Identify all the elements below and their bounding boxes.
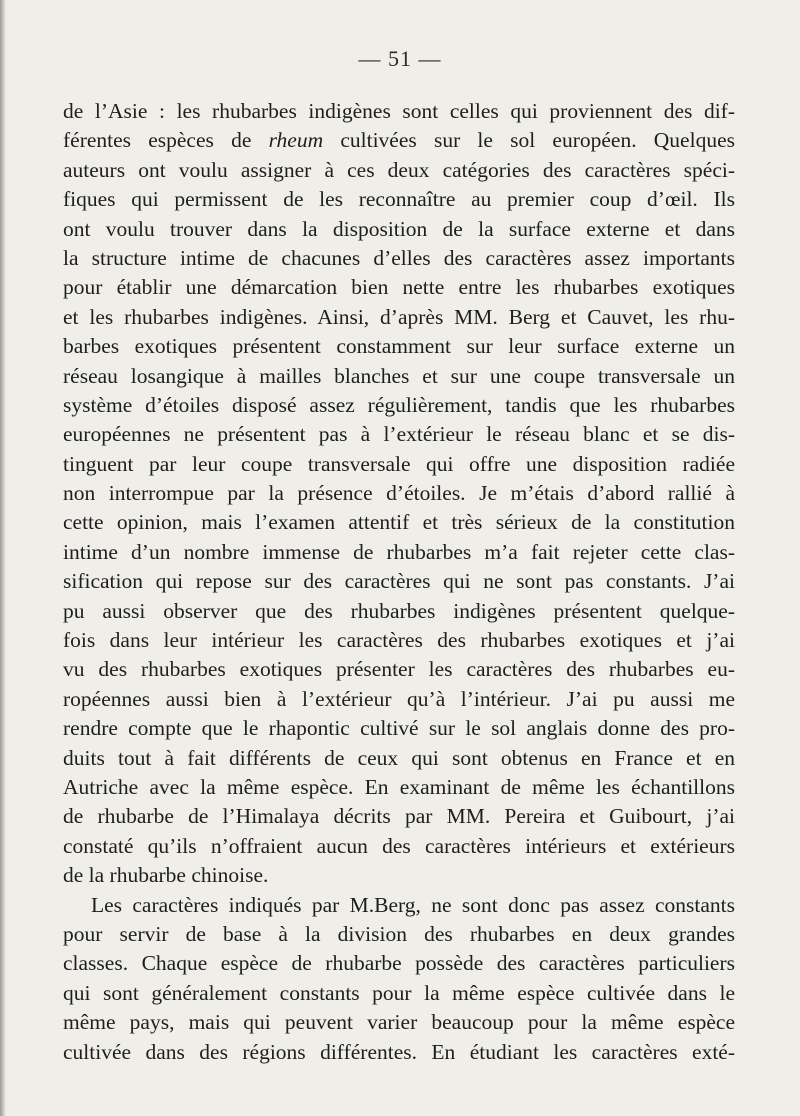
text-line: tinguent par leur coupe transversale qui offre une disposition radiée (63, 451, 735, 476)
text-line: de rhubarbe de l’Himalaya décrits par MM. Pereira et Guibourt, j’ai (63, 804, 735, 829)
text-line: cultivée dans des régions différentes. En étudiant les caractères exté- (63, 1039, 735, 1064)
text-line: la structure intime de chacunes d’elles des caractères assez importants (63, 245, 735, 270)
text-line: vu des rhubarbes exotiques présenter les caractères des rhubarbes eu- (63, 657, 735, 682)
text-line: sification qui repose sur des caractères qui ne sont pas constants. J’ai (63, 569, 735, 594)
body-text (63, 97, 735, 1067)
paragraph-end-line: de la rhubarbe chinoise. (63, 863, 269, 888)
text-line: de l’Asie : les rhubarbes indigènes sont celles qui proviennent des dif- (63, 99, 735, 123)
text-line: auteurs ont voulu assigner à ces deux catégories des caractères spéci- (63, 157, 735, 182)
text-line: ont voulu trouver dans la disposition de la surface externe et dans (63, 216, 735, 241)
text-line: même pays, mais qui peuvent varier beaucoup pour la même espèce (63, 1010, 735, 1035)
text-line: Autriche avec la même espèce. En examinant de même les échantillons (63, 774, 735, 799)
text-line: système d’étoiles disposé assez régulièrement, tandis que les rhubarbes (63, 392, 735, 417)
text-line: pu aussi observer que des rhubarbes indigènes présentent quelque- (63, 598, 735, 623)
text-line: qui sont généralement constants pour la même espèce cultivée dans le (63, 980, 735, 1005)
text-line: pour servir de base à la division des rhubarbes en deux grandes (63, 921, 735, 946)
page-edge-shadow (0, 0, 6, 1116)
text-line: pour établir une démarcation bien nette entre les rhubarbes exotiques (63, 275, 735, 300)
text-line: classes. Chaque espèce de rhubarbe possède des caractères particuliers (63, 951, 735, 976)
text-line: barbes exotiques présentent constamment sur leur surface externe un (63, 334, 735, 359)
text-line-rheum: férentes espèces de rheum cultivées sur le sol européen. Quelques (63, 128, 735, 153)
text-line: duits tout à fait différents de ceux qui sont obtenus en France et en (63, 745, 735, 770)
text-line: et les rhubarbes indigènes. Ainsi, d’après MM. Berg et Cauvet, les rhu- (63, 304, 735, 329)
page-number-header: — 51 — (358, 46, 442, 71)
text-line: constaté qu’ils n’offraient aucun des caractères intérieurs et extérieurs (63, 833, 735, 858)
paragraph-start-line: Les caractères indiqués par M.Berg, ne sont donc pas assez constants (91, 892, 735, 917)
text-line: fois dans leur intérieur les caractères des rhubarbes exotiques et j’ai (63, 628, 735, 653)
text-line: non interrompue par la présence d’étoiles. Je m’étais d’abord rallié à (63, 481, 735, 506)
text-line: rendre compte que le rhapontic cultivé sur le sol anglais donne des pro- (63, 716, 735, 741)
text-line: intime d’un nombre immense de rhubarbes m’a fait rejeter cette clas- (63, 539, 735, 564)
text-line: ropéennes aussi bien à l’extérieur qu’à l’intérieur. J’ai pu aussi me (63, 686, 735, 711)
text-line: européennes ne présentent pas à l’extérieur le réseau blanc et se dis- (63, 422, 735, 447)
text-line: cette opinion, mais l’examen attentif et très sérieux de la constitution (63, 510, 735, 535)
text-line: fiques qui permissent de les reconnaître au premier coup d’œil. Ils (63, 187, 735, 212)
text-line: réseau losangique à mailles blanches et sur une coupe transversale un (63, 363, 735, 388)
